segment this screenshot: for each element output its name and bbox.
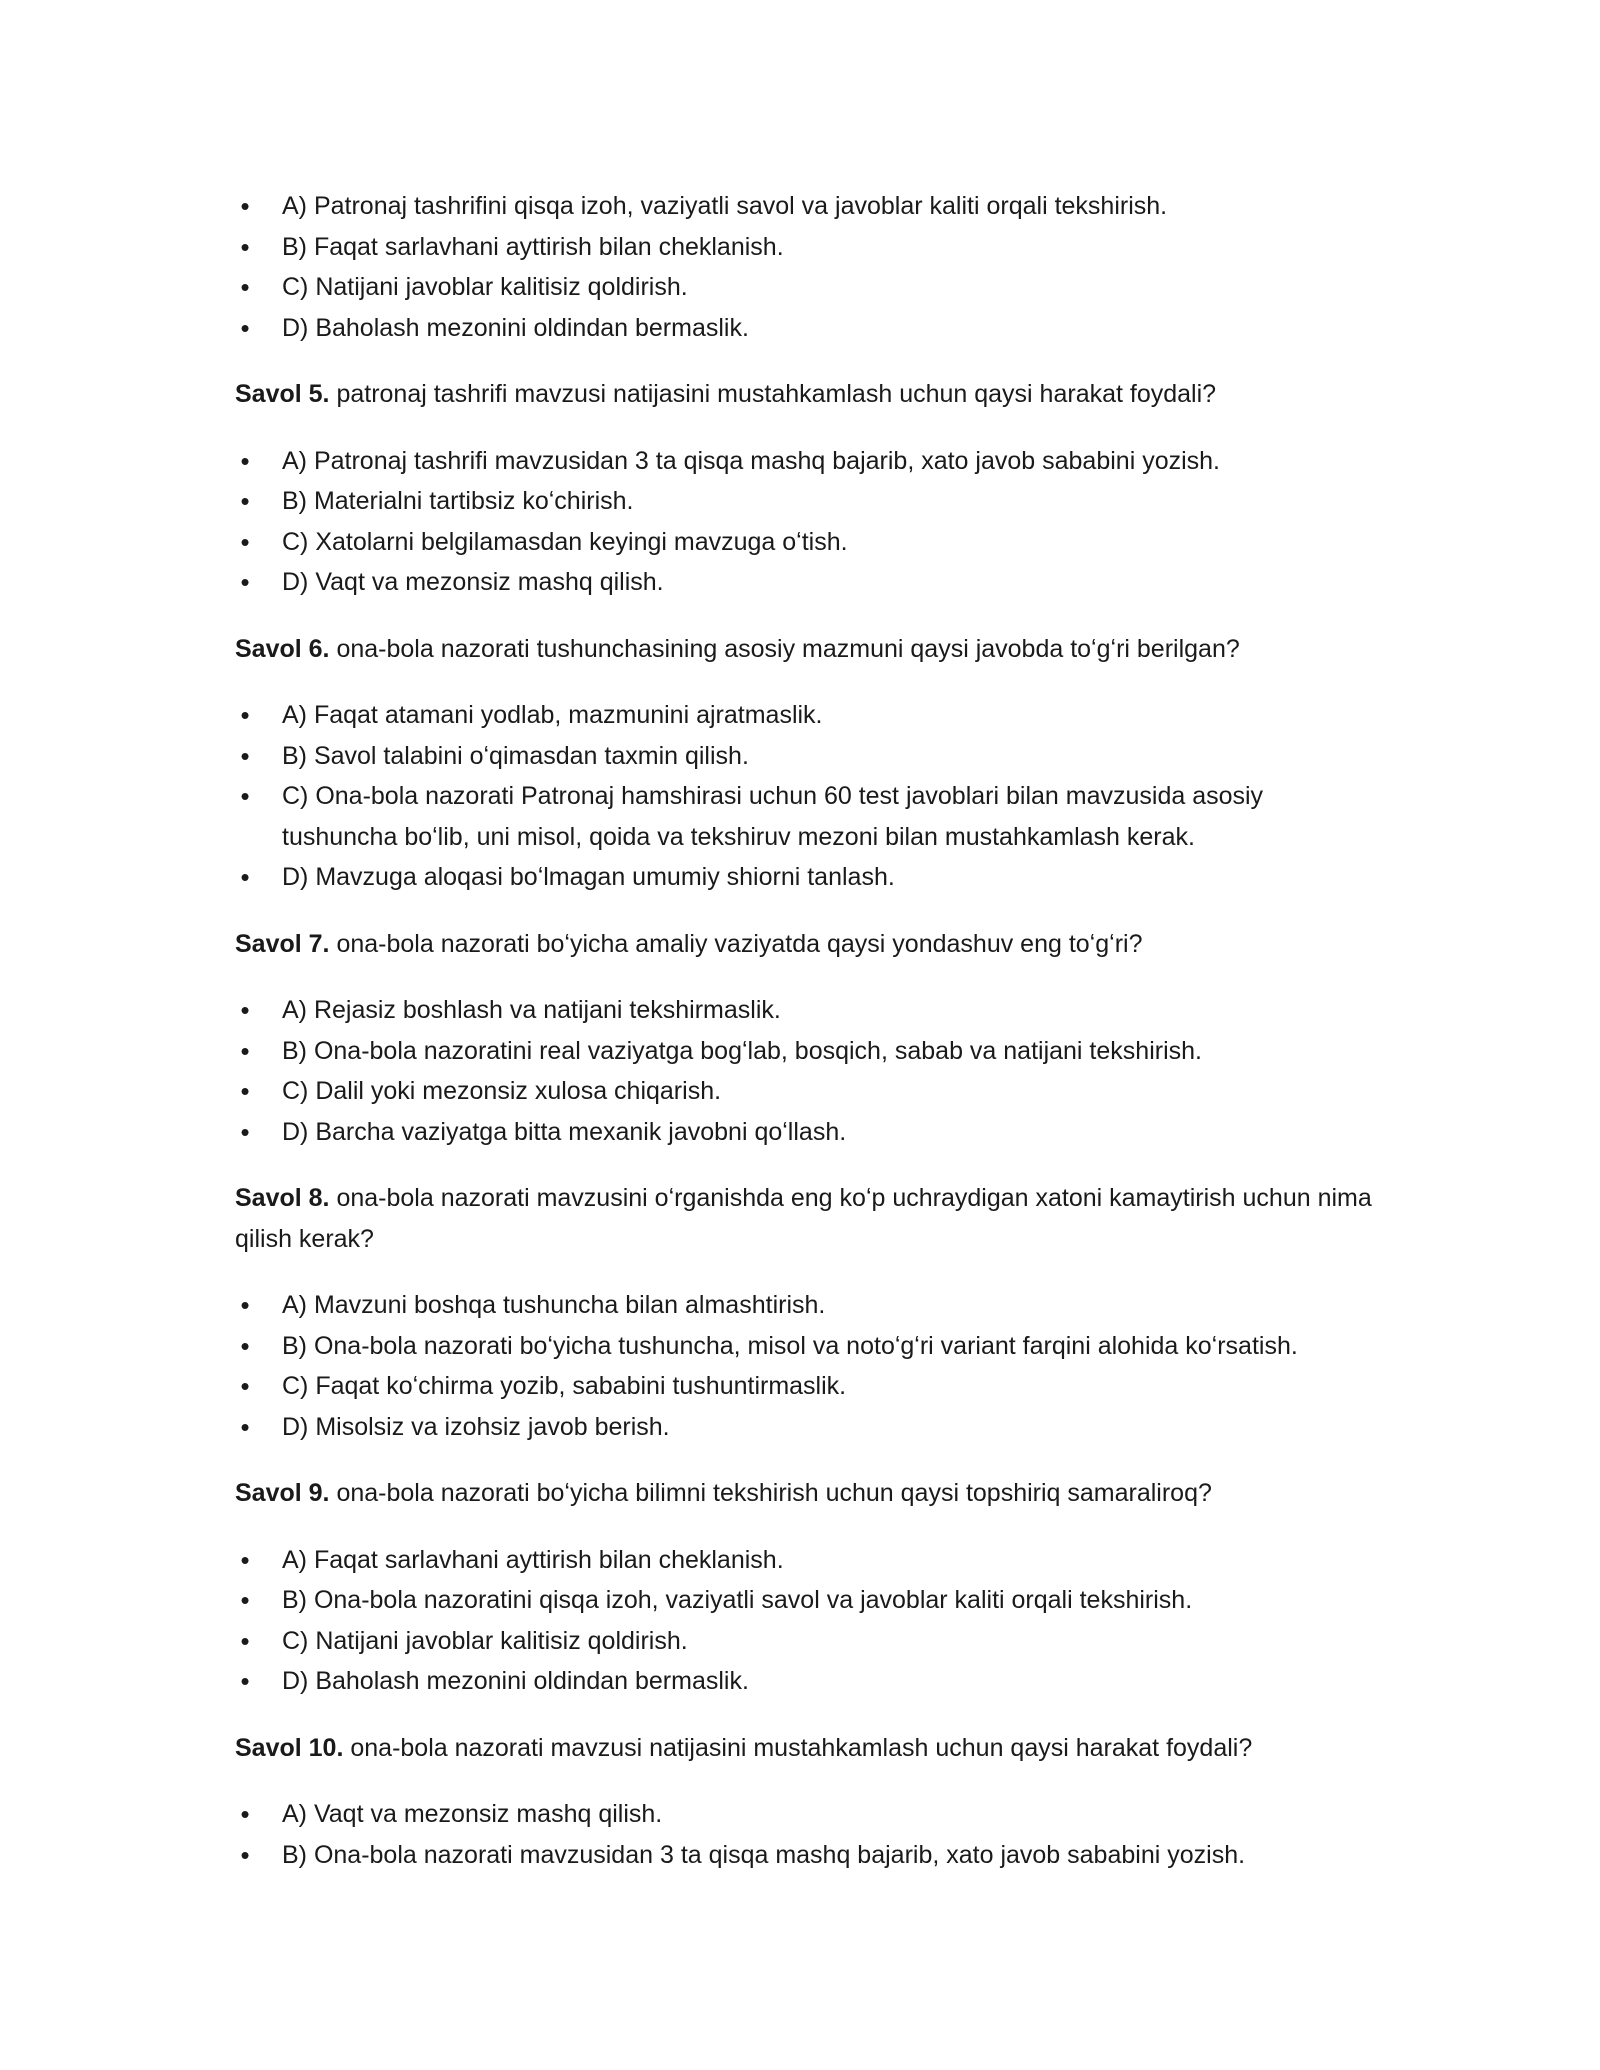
option-text: D) Baholash mezonini oldindan bermaslik. (282, 1667, 749, 1695)
document-body (235, 186, 1375, 1875)
bullet-icon: • (240, 1585, 250, 1615)
option-text: D) Vaqt va mezonsiz mashq qilish. (282, 568, 664, 596)
question-text: patronaj tashrifi mavzusi natijasini mustahkamlash uchun qaysi harakat foydali? (329, 380, 1217, 408)
question-5-options (235, 441, 1375, 603)
option-item (235, 857, 1375, 898)
question-8 (235, 1178, 1375, 1259)
bullet-icon: • (240, 312, 250, 343)
bullet-icon: • (240, 1544, 250, 1575)
option-text: C) Xatolarni belgilamasdan keyingi mavzuga oʻtish. (282, 527, 848, 556)
bullet-icon: • (240, 1290, 250, 1320)
question-8-options (235, 1285, 1375, 1447)
option-text: A) Mavzuni boshqa tushuncha bilan almashtirish. (282, 1291, 826, 1319)
option-item (235, 1071, 1375, 1112)
option-text: A) Patronaj tashrifi mavzusidan 3 ta qisqa mashq bajarib, xato javob sababini yozish. (282, 446, 1221, 475)
option-item (235, 1112, 1375, 1153)
option-item (235, 990, 1375, 1031)
option-item (235, 481, 1375, 522)
bullet-icon: • (240, 700, 250, 730)
option-item (235, 308, 1375, 349)
intro-options-list (235, 186, 1375, 348)
question-7-options (235, 990, 1375, 1152)
option-item (235, 186, 1375, 227)
option-text: A) Faqat sarlavhani ayttirish bilan cheklanish. (282, 1545, 784, 1574)
option-text: C) Natijani javoblar kalitisiz qoldirish. (282, 273, 688, 301)
option-item (235, 522, 1375, 563)
question-number: Savol 10. (235, 1733, 344, 1762)
bullet-icon: • (240, 740, 250, 771)
option-text: B) Materialni tartibsiz koʻchirish. (282, 487, 634, 515)
question-text: ona-bola nazorati tushunchasining asosiy mazmuni qaysi javobda toʻgʻri berilgan? (329, 634, 1240, 663)
option-item (235, 1540, 1375, 1581)
option-text: B) Ona-bola nazoratini qisqa izoh, vaziyatli savol va javoblar kaliti orqali tekshirish. (282, 1586, 1193, 1614)
option-item (235, 1407, 1375, 1448)
bullet-icon: • (240, 862, 250, 892)
bullet-icon: • (240, 995, 250, 1025)
option-item (235, 1580, 1375, 1621)
bullet-icon: • (240, 1625, 250, 1656)
option-text: B) Ona-bola nazorati mavzusidan 3 ta qisqa mashq bajarib, xato javob sababini yozish. (282, 1840, 1246, 1869)
question-5 (235, 374, 1375, 415)
question-text: ona-bola nazorati mavzusi natijasini mustahkamlash uchun qaysi harakat foydali? (343, 1733, 1253, 1762)
option-text: D) Barcha vaziyatga bitta mexanik javobni qoʻllash. (282, 1117, 847, 1146)
option-text: C) Faqat koʻchirma yozib, sababini tushuntirmaslik. (282, 1372, 847, 1400)
option-text: D) Misolsiz va izohsiz javob berish. (282, 1412, 670, 1441)
bullet-icon: • (240, 1666, 250, 1696)
bullet-icon: • (240, 486, 250, 516)
option-text: D) Baholash mezonini oldindan bermaslik. (282, 313, 749, 342)
option-item (235, 1031, 1375, 1072)
bullet-icon: • (240, 1799, 250, 1829)
option-item (235, 267, 1375, 308)
option-item (235, 776, 1375, 857)
question-9-options (235, 1540, 1375, 1702)
question-9 (235, 1473, 1375, 1514)
option-text: B) Faqat sarlavhani ayttirish bilan cheklanish. (282, 232, 784, 261)
question-text: ona-bola nazorati mavzusini oʻrganishda eng koʻp uchraydigan xatoni kamaytirish uchun nima qilish kerak? (235, 1184, 1372, 1253)
bullet-icon: • (240, 272, 250, 302)
option-item (235, 1326, 1375, 1367)
option-text: B) Ona-bola nazorati boʻyicha tushuncha, misol va notoʻgʻri variant farqini alohida koʻrsatish. (282, 1331, 1298, 1360)
option-item (235, 1835, 1375, 1876)
option-item (235, 1366, 1375, 1407)
bullet-icon: • (240, 1839, 250, 1870)
bullet-icon: • (240, 231, 250, 262)
question-number: Savol 5. (235, 380, 330, 408)
bullet-icon: • (240, 1116, 250, 1147)
option-item (235, 1621, 1375, 1662)
bullet-icon: • (240, 567, 250, 597)
option-item (235, 1794, 1375, 1835)
option-item (235, 695, 1375, 736)
bullet-icon: • (240, 1035, 250, 1066)
option-text: A) Vaqt va mezonsiz mashq qilish. (282, 1800, 663, 1828)
option-item (235, 1285, 1375, 1326)
question-7 (235, 924, 1375, 965)
option-text: C) Ona-bola nazorati Patronaj hamshirasi uchun 60 test javoblari bilan mavzusida asosiy tushuncha boʻlib, uni misol, qoida va tekshiruv mezoni bilan mustahkamlash kerak. (282, 782, 1264, 851)
bullet-icon: • (240, 445, 250, 476)
question-number: Savol 7. (235, 929, 330, 958)
question-number: Savol 6. (235, 634, 330, 663)
option-item (235, 441, 1375, 482)
bullet-icon: • (240, 1411, 250, 1442)
question-10 (235, 1728, 1375, 1769)
question-text: ona-bola nazorati boʻyicha bilimni tekshirish uchun qaysi topshiriq samaraliroq? (329, 1479, 1212, 1507)
option-item (235, 227, 1375, 268)
question-6-options (235, 695, 1375, 898)
question-number: Savol 8. (235, 1184, 330, 1212)
bullet-icon: • (240, 781, 250, 811)
option-text: B) Savol talabini oʻqimasdan taxmin qilish. (282, 741, 749, 770)
question-text: ona-bola nazorati boʻyicha amaliy vaziyatda qaysi yondashuv eng toʻgʻri? (329, 929, 1143, 958)
option-text: B) Ona-bola nazoratini real vaziyatga bogʻlab, bosqich, sabab va natijani tekshirish. (282, 1036, 1202, 1065)
bullet-icon: • (240, 1371, 250, 1401)
option-text: C) Natijani javoblar kalitisiz qoldirish. (282, 1626, 688, 1655)
question-6 (235, 629, 1375, 670)
option-text: D) Mavzuga aloqasi boʻlmagan umumiy shiorni tanlash. (282, 863, 895, 891)
option-text: A) Rejasiz boshlash va natijani tekshirmaslik. (282, 996, 781, 1024)
question-10-options (235, 1794, 1375, 1875)
option-item (235, 736, 1375, 777)
bullet-icon: • (240, 1076, 250, 1106)
option-item (235, 562, 1375, 603)
bullet-icon: • (240, 526, 250, 557)
option-item (235, 1661, 1375, 1702)
option-text: A) Patronaj tashrifini qisqa izoh, vaziyatli savol va javoblar kaliti orqali tekshirish. (282, 192, 1168, 220)
option-text: A) Faqat atamani yodlab, mazmunini ajratmaslik. (282, 701, 823, 729)
option-text: C) Dalil yoki mezonsiz xulosa chiqarish. (282, 1077, 722, 1105)
question-number: Savol 9. (235, 1479, 330, 1507)
bullet-icon: • (240, 191, 250, 221)
bullet-icon: • (240, 1330, 250, 1361)
